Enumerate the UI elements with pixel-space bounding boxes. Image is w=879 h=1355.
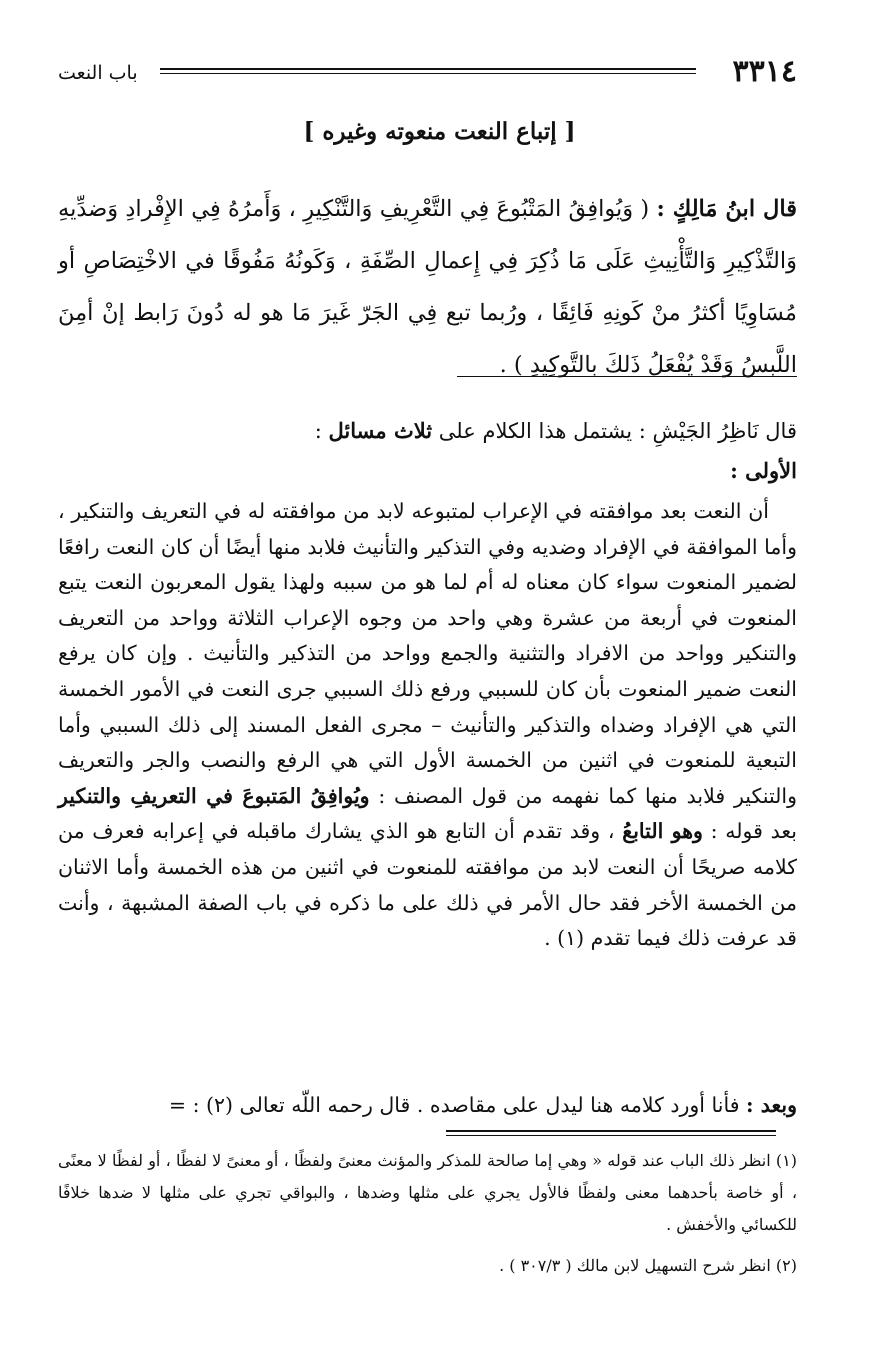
body-paragraph xyxy=(58,494,797,957)
footnote-2: (٢) انظر شرح التسهيل لابن مالك ( ٣٠٧/٣ ) . xyxy=(499,1256,797,1275)
footnote-1: (١) انظر ذلك الباب عند قوله « وهي إما صالحة للمذكر والمؤنث معنىً ولفظًا ، أو معنىً لا لفظًا ، أو لفظًا لا معنًى ، أو خاصة بأحدهما معنى ولفظًا فالأول يجري على مثلها وضدها ، والبواقي تجري على مثلها لا ضدها خلافًا للكسائي والأخفش . xyxy=(58,1151,798,1234)
body-quote1: ويُوافِقُ المَتبوعَ في التعريفِ والتنكير xyxy=(58,783,370,808)
intro-end: : xyxy=(314,419,322,443)
closing-line xyxy=(58,1085,797,1125)
section-title: [ إتباع النعت منعوته وغيره ] xyxy=(303,118,576,145)
matn-text: ( وَيُوافِقُ المَتْبُوعَ فِي التَّعْرِيفِ وَالتَّنْكِيرِ ، وَأَمرُهُ فِي الإِفْرادِ وَضدِّيهِ وَالتَّذْكِيرِ وَالتَّأْنِيثِ عَلَى مَا ذُكِرَ فِي إِعمالِ الصِّفَةِ ، وَكَونُهُ مَفُوقًا في الاخْتِصَاصِ أو مُسَاوِيًا أكثرُ منْ كَونِهِ فَائِقًا ، ورُبما تبع فِي الجَرّ غَيرَ مَا هو له دُونَ رَابط إنْ أمِنَ اللَّبسُ وَقَدْ يُفْعَلُ ذَلكَ بالتَّوكِيدِ ) . xyxy=(58,196,797,378)
body-part3: ، وقد تقدم أن التابع هو الذي يشارك ماقبله في إعرابه فعرف من كلامه صريحًا أن النعت لابد من موافقته للمنعوت في اثنين من هذه الخمسة وأما الاثنان من الخمسة الأخر فقد حال الأمر في ذلك على ما ذكره في باب الصفة المشبهة ، وأنت قد عرفت ذلك فيما تقدم (١) . xyxy=(58,819,797,951)
body-quote2: وهو التابعُ xyxy=(622,819,703,844)
commentary-intro xyxy=(58,410,797,452)
closing-bold: وبعد : xyxy=(746,1093,797,1117)
commentary-speaker: قال نَاظِرُ الجَيْشِ : xyxy=(638,419,797,443)
first-issue-heading: الأولى : xyxy=(730,458,797,483)
body-part2: بعد قوله : xyxy=(710,819,797,844)
chapter-title: باب النعت xyxy=(58,62,138,84)
body-part1: أن النعت بعد موافقته في الإعراب لمتبوعه لابد من موافقته له في التعريف والتنكير ، وأما الموافقة في الإفراد وضديه وفي التذكير والتأنيث فلابد منها أيضًا أن كان النعت رافعًا لضمير المنعوت سواء كان معناه له أم لما هو من سببه ولهذا يقول المعربون النعت يتبع المنعوت في أربعة من عشرة وهي واحد من وجوه الإعراب الثلاثة وواحد من التعريف والتنكير وواحد من الافراد والتثنية والجمع وواحد من التذكير والتأنيث . وإن كان يرفع النعت ضمير المنعوت بأن كان للسببي ورفع ذلك السببي جرى النعت في الأمور الخمسة التي هي الإفراد وضداه والتذكير والتأنيث – مجرى الفعل المسند إلى ذلك السببي وأما التبعية للمنعوت في اثنين من الخمسة الأول التي هي الرفع والنصب والجر والتعريف والتنكير فلابد منها كما نفهمه من قول المصنف : xyxy=(58,499,797,808)
matn-speaker: قال ابنُ مَالِكٍ : xyxy=(656,196,798,222)
closing-text: فأنا أورد كلامه هنا ليدل على مقاصده . قال رحمه اللّه تعالى (٢) : = xyxy=(168,1093,740,1117)
footnote-separator xyxy=(446,1130,776,1136)
intro-bold: ثلاث مسائل xyxy=(328,418,433,443)
page-number: ٣٣١٤ xyxy=(732,54,797,89)
intro-text: يشتمل هذا الكلام على xyxy=(438,419,633,443)
matn-separator xyxy=(457,376,797,377)
header-rule xyxy=(160,68,696,74)
matn-paragraph xyxy=(58,183,797,391)
